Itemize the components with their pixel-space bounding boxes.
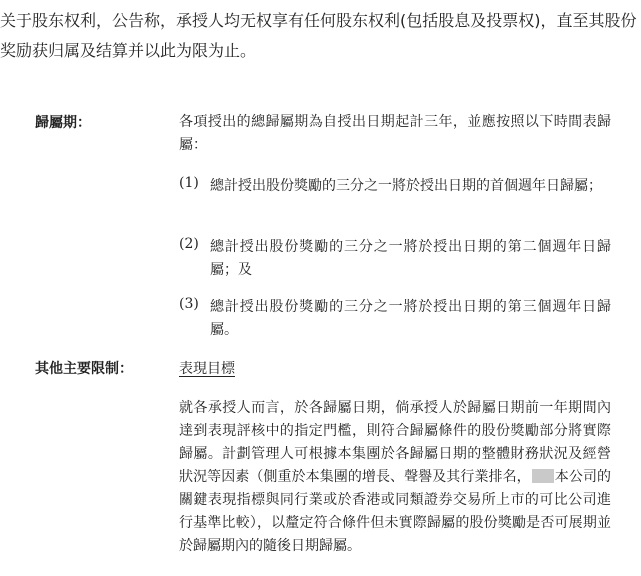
vesting-item-text: 總計授出股份獎勵的三分之一將於授出日期的首個週年日歸屬； [210, 178, 602, 194]
paragraph-text-after: 本公司的關鍵表現指標與同行業或於香港或同類證券交易所上市的可比公司進行基準比較），以釐定符合條件但未實際歸屬的股份獎勵是否可展期並於歸屬期內的隨後日期歸屬。 [179, 469, 612, 554]
vesting-item-number: (2) [179, 236, 199, 252]
paragraph-text-before: 就各承授人而言，於各歸屬日期，倘承授人於歸屬日期前一年期間內達到表現評核中的指定門檻，則符合歸屬條件的股份獎勵部分將實際歸屬。計劃管理人可根據本集團於各歸屬日期的整體財務狀況及經營狀況等因素（側重於本集團的增長、聲譽及其行業排名， [179, 400, 611, 485]
vesting-item-text: 總計授出股份獎勵的三分之一將於授出日期的第二個週年日歸屬；及 [210, 239, 611, 278]
vesting-item-text: 總計授出股份獎勵的三分之一將於授出日期的第三個週年日歸屬。 [210, 299, 611, 338]
intro-paragraph: 关于股东权利，公告称，承授人均无权享有任何股东权利(包括股息及投票权)，直至其股份奖励获归属及结算并以此为限为止。 [0, 11, 637, 60]
performance-target-heading: 表現目標 [179, 361, 235, 377]
vesting-intro-text: 各項授出的總歸屬期為自授出日期起計三年，並應按照以下時間表歸屬： [179, 114, 611, 153]
vesting-period-label: 歸屬期： [35, 115, 91, 131]
vesting-item-number: (3) [179, 296, 199, 312]
other-restrictions-label: 其他主要限制： [35, 361, 133, 377]
vesting-item-number: (1) [179, 175, 199, 191]
performance-target-paragraph [179, 397, 611, 558]
redaction-mark [532, 469, 554, 483]
